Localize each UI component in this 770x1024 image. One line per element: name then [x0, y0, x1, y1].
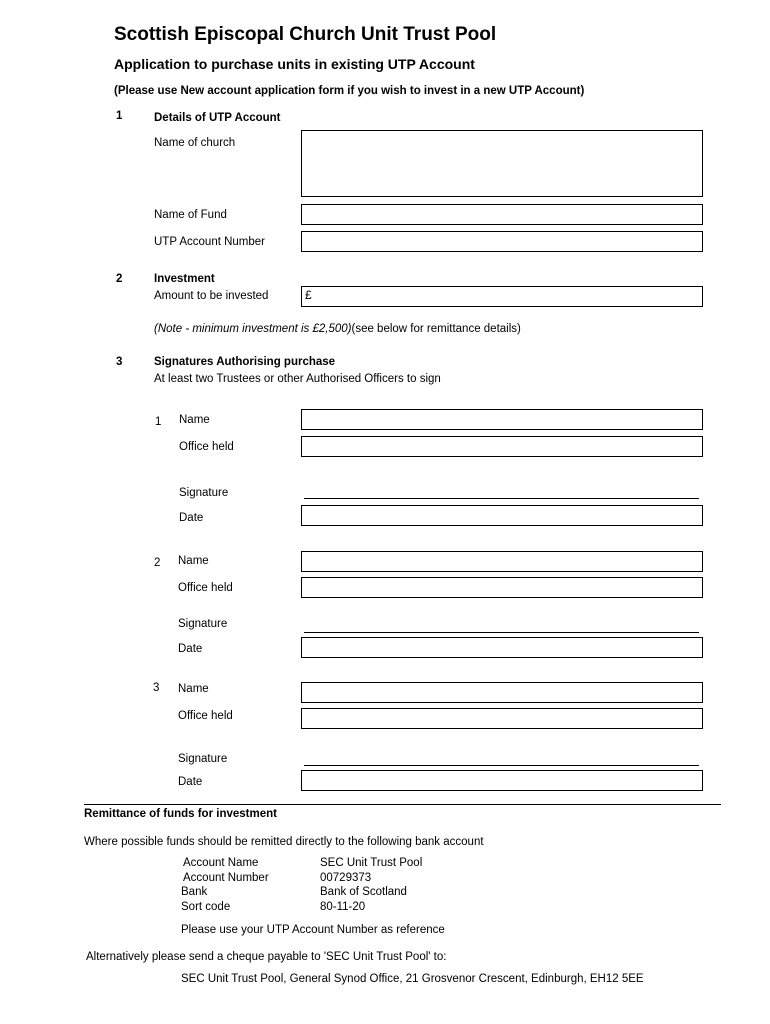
signatory-3-signature-label: Signature	[178, 753, 228, 765]
signatory-3-name-label: Name	[178, 683, 209, 695]
signatory-2-date-label: Date	[178, 643, 203, 655]
signatory-1-date-input[interactable]	[301, 505, 703, 526]
signatory-2-office-input[interactable]	[301, 577, 703, 598]
section-2-heading: Investment	[154, 273, 215, 285]
signatory-2-date-input[interactable]	[301, 637, 703, 658]
signatory-2-number: 2	[154, 557, 161, 569]
reference-note: Please use your UTP Account Number as reference	[181, 924, 445, 936]
signatory-3-office-label: Office held	[178, 710, 233, 722]
signatory-1-name-input[interactable]	[301, 409, 703, 430]
page-title: Scottish Episcopal Church Unit Trust Pool	[114, 24, 497, 45]
bank-account-number-label: Account Number	[183, 872, 269, 884]
signatory-1-name-label: Name	[179, 414, 210, 426]
sort-code-value: 80-11-20	[320, 901, 366, 913]
signatory-3-name-input[interactable]	[301, 682, 703, 703]
amount-label: Amount to be invested	[154, 290, 269, 302]
signatory-2-name-input[interactable]	[301, 551, 703, 572]
bank-account-name-label: Account Name	[183, 857, 259, 869]
signatory-2-office-label: Office held	[178, 582, 233, 594]
pound-sign: £	[305, 288, 312, 302]
signatory-3-number: 3	[153, 682, 160, 694]
bank-account-number-value: 00729373	[320, 872, 372, 884]
section-2-number: 2	[116, 273, 123, 285]
section-1-heading: Details of UTP Account	[154, 112, 281, 124]
signatory-1-signature-label: Signature	[179, 487, 229, 499]
instruction-text: (Please use New account application form if you wish to invest in a new UTP Account)	[114, 85, 585, 97]
signatory-3-date-label: Date	[178, 776, 203, 788]
postal-address: SEC Unit Trust Pool, General Synod Office, 21 Grosvenor Crescent, Edinburgh, EH12 5EE	[181, 973, 644, 985]
signatory-3-date-input[interactable]	[301, 770, 703, 791]
signatory-1-number: 1	[155, 416, 162, 428]
remittance-intro: Where possible funds should be remitted directly to the following bank account	[84, 836, 484, 848]
account-number-input[interactable]	[301, 231, 703, 252]
cheque-note: Alternatively please send a cheque payable to 'SEC Unit Trust Pool' to:	[86, 951, 447, 963]
signatory-2-name-label: Name	[178, 555, 209, 567]
fund-name-label: Name of Fund	[154, 209, 227, 221]
signatory-1-signature-line[interactable]	[304, 498, 699, 499]
fund-name-input[interactable]	[301, 204, 703, 225]
signatory-1-office-input[interactable]	[301, 436, 703, 457]
sort-code-label: Sort code	[181, 901, 231, 913]
section-divider	[84, 804, 721, 805]
section-3-subheading: At least two Trustees or other Authorised Officers to sign	[154, 373, 441, 385]
bank-name-value: Bank of Scotland	[320, 886, 407, 898]
signatory-3-office-input[interactable]	[301, 708, 703, 729]
signatory-2-signature-line[interactable]	[304, 632, 699, 633]
church-name-input[interactable]	[301, 130, 703, 197]
signatory-3-signature-line[interactable]	[304, 765, 699, 766]
account-number-label: UTP Account Number	[154, 236, 266, 248]
church-name-label: Name of church	[154, 137, 236, 149]
minimum-investment-note: (Note - minimum investment is £2,500)	[154, 323, 352, 335]
signatory-1-office-label: Office held	[179, 441, 234, 453]
remittance-heading: Remittance of funds for investment	[84, 808, 277, 820]
section-3-number: 3	[116, 356, 123, 368]
section-1-number: 1	[116, 110, 123, 122]
amount-input[interactable]	[301, 286, 703, 307]
bank-account-name-value: SEC Unit Trust Pool	[320, 857, 423, 869]
signatory-2-signature-label: Signature	[178, 618, 228, 630]
signatory-1-date-label: Date	[179, 512, 204, 524]
remittance-reference-note: (see below for remittance details)	[351, 323, 521, 335]
page-subtitle: Application to purchase units in existing UTP Account	[114, 56, 475, 72]
bank-name-label: Bank	[181, 886, 208, 898]
section-3-heading: Signatures Authorising purchase	[154, 356, 336, 368]
investment-note	[154, 323, 521, 335]
